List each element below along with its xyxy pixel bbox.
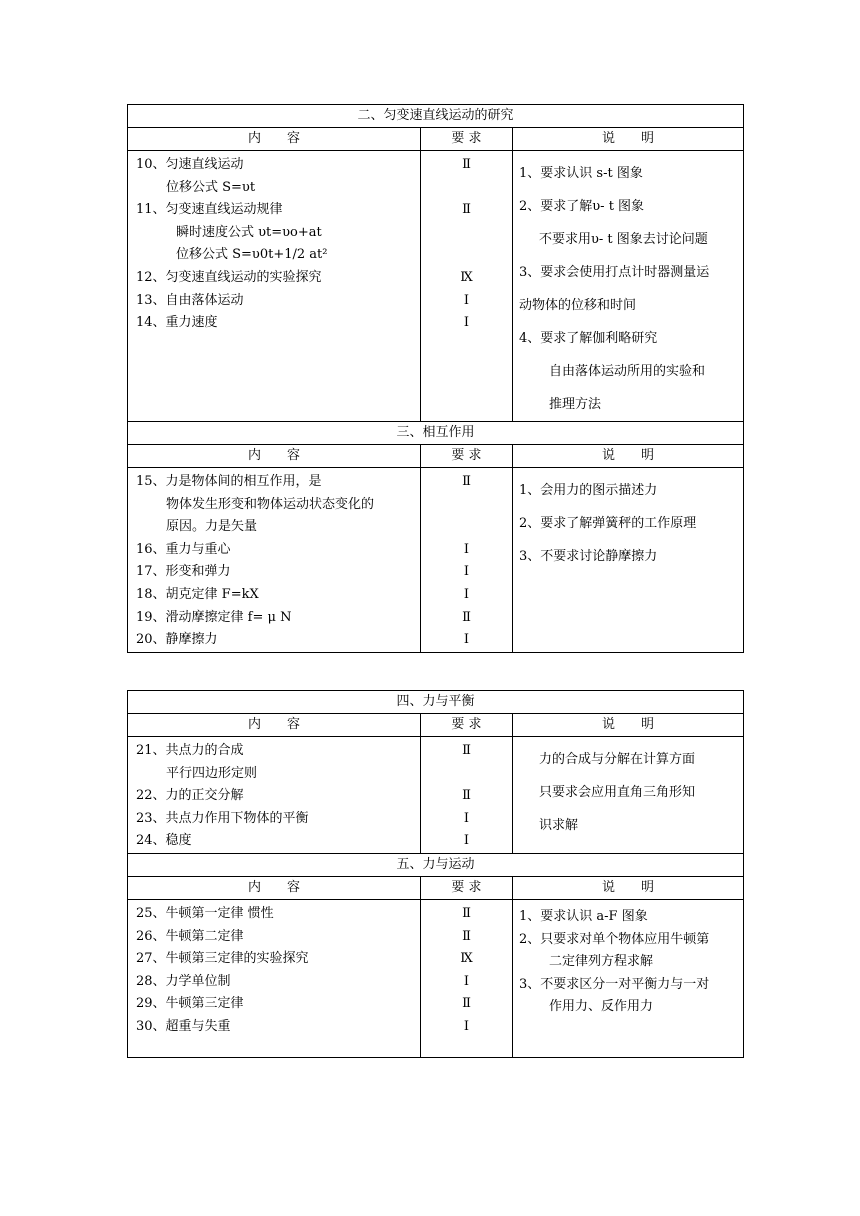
requirement-level: Ⅰ — [463, 1018, 470, 1034]
note-line: 二定律列方程求解 — [549, 954, 654, 970]
requirement-level: Ⅰ — [463, 564, 470, 580]
note-line: 1、会用力的图示描述力 — [519, 483, 658, 498]
requirement-cell — [421, 737, 513, 854]
content-item: 26、牛顿第二定律 — [136, 928, 244, 944]
requirement-level: Ⅰ — [463, 292, 470, 308]
header-requirement: 要 求 — [421, 714, 513, 737]
requirement-level: Ⅰ — [463, 973, 470, 989]
content-item: 18、胡克定律 F=kX — [136, 586, 259, 602]
header-content: 内 容 — [128, 876, 421, 899]
content-item: 10、匀速直线运动 — [136, 157, 244, 172]
content-item: 20、静摩擦力 — [136, 632, 218, 648]
requirement-level: Ⅱ — [462, 788, 471, 804]
requirement-cell — [421, 899, 513, 1057]
note-line: 4、要求了解伽利略研究 — [519, 331, 658, 346]
note-line: 1、要求认识 a-F 图象 — [519, 908, 648, 924]
note-line: 2、只要求对单个物体应用牛顿第 — [519, 931, 710, 947]
requirement-cell — [421, 468, 513, 653]
content-cell — [128, 899, 421, 1057]
header-note: 说 明 — [513, 714, 744, 737]
content-item: 19、滑动摩擦定律 f= μ N — [136, 609, 292, 625]
requirement-level: Ⅰ — [463, 586, 470, 602]
content-item: 16、重力与重心 — [136, 541, 231, 557]
requirement-level: Ⅸ — [460, 951, 473, 967]
requirement-level: Ⅱ — [462, 474, 471, 489]
requirement-level — [421, 763, 512, 786]
header-content: 内 容 — [128, 714, 421, 737]
requirement-level — [421, 222, 512, 245]
note-line: 1、要求认识 s-t 图象 — [519, 166, 643, 181]
note-cell — [513, 468, 744, 653]
header-requirement: 要 求 — [421, 128, 513, 151]
note-line: 只要求会应用直角三角形知 — [539, 785, 696, 800]
note-line: 3、要求会使用打点计时器测量运 — [519, 265, 710, 280]
note-cell — [513, 899, 744, 1057]
note-line: 作用力、反作用力 — [549, 999, 654, 1015]
requirement-level: Ⅰ — [463, 315, 470, 331]
content-item: 瞬时速度公式 υt=υo+at — [176, 224, 322, 240]
requirement-level: Ⅱ — [462, 996, 471, 1012]
content-item: 平行四边形定则 — [166, 765, 258, 781]
content-item: 23、共点力作用下物体的平衡 — [136, 810, 309, 826]
note-line: 动物体的位移和时间 — [519, 298, 637, 313]
header-note: 说 明 — [513, 445, 744, 468]
content-item: 15、力是物体间的相互作用，是 — [136, 474, 322, 489]
requirement-level: Ⅱ — [462, 743, 471, 758]
section-title: 二、匀变速直线运动的研究 — [128, 105, 744, 128]
header-note: 说 明 — [513, 876, 744, 899]
section-title: 四、力与平衡 — [128, 691, 744, 714]
note-cell — [513, 151, 744, 422]
content-item: 29、牛顿第三定律 — [136, 996, 244, 1012]
requirement-cell — [421, 151, 513, 422]
standards-table-2 — [127, 690, 744, 1058]
header-requirement: 要 求 — [421, 876, 513, 899]
section-title: 五、力与运动 — [128, 853, 744, 876]
content-item: 30、超重与失重 — [136, 1018, 231, 1034]
requirement-level: Ⅱ — [462, 609, 471, 625]
note-line: 识求解 — [539, 818, 579, 833]
note-line: 不要求用υ- t 图象去讨论问题 — [539, 232, 708, 247]
note-line: 自由落体运动所用的实验和 — [549, 364, 706, 379]
note-line: 推理方法 — [549, 397, 602, 412]
content-item: 13、自由落体运动 — [136, 292, 244, 308]
note-cell — [513, 737, 744, 854]
requirement-level — [421, 177, 512, 200]
content-item: 位移公式 S=υt — [166, 179, 256, 195]
content-item: 28、力学单位制 — [136, 973, 231, 989]
content-item: 22、力的正交分解 — [136, 788, 244, 804]
requirement-level: Ⅱ — [462, 202, 471, 218]
requirement-level: Ⅰ — [463, 833, 470, 849]
requirement-level: Ⅰ — [463, 810, 470, 826]
standards-table-1 — [127, 104, 744, 653]
header-note: 说 明 — [513, 128, 744, 151]
content-item: 原因。力是矢量 — [166, 519, 258, 535]
content-item: 12、匀变速直线运动的实验探究 — [136, 269, 322, 285]
content-item: 位移公式 S=υ0t+1/2 at² — [176, 247, 328, 263]
header-content: 内 容 — [128, 128, 421, 151]
content-item: 17、形变和弹力 — [136, 564, 231, 580]
requirement-level: Ⅸ — [460, 269, 473, 285]
content-item: 物体发生形变和物体运动状态变化的 — [166, 496, 375, 512]
requirement-level: Ⅱ — [462, 928, 471, 944]
header-requirement: 要 求 — [421, 445, 513, 468]
requirement-level: Ⅰ — [463, 541, 470, 557]
content-item: 25、牛顿第一定律 惯性 — [136, 905, 274, 921]
note-line: 3、不要求区分一对平衡力与一对 — [519, 976, 710, 992]
requirement-level — [421, 494, 512, 517]
requirement-level: Ⅱ — [462, 157, 471, 172]
content-item: 11、匀变速直线运动规律 — [136, 202, 283, 218]
content-item: 27、牛顿第三定律的实验探究 — [136, 951, 309, 967]
header-content: 内 容 — [128, 445, 421, 468]
requirement-level: Ⅱ — [462, 905, 471, 921]
content-cell — [128, 737, 421, 854]
section-title: 三、相互作用 — [128, 422, 744, 445]
note-line: 力的合成与分解在计算方面 — [539, 752, 696, 767]
note-line: 2、要求了解弹簧秤的工作原理 — [519, 516, 697, 531]
note-line: 2、要求了解υ- t 图象 — [519, 199, 645, 214]
requirement-level — [421, 244, 512, 267]
requirement-level — [421, 516, 512, 539]
note-line: 3、不要求讨论静摩擦力 — [519, 549, 658, 564]
content-item: 14、重力速度 — [136, 315, 218, 331]
requirement-level: Ⅰ — [463, 632, 470, 648]
content-item: 21、共点力的合成 — [136, 743, 244, 758]
content-cell — [128, 468, 421, 653]
content-item: 24、稳度 — [136, 833, 192, 849]
content-cell — [128, 151, 421, 422]
